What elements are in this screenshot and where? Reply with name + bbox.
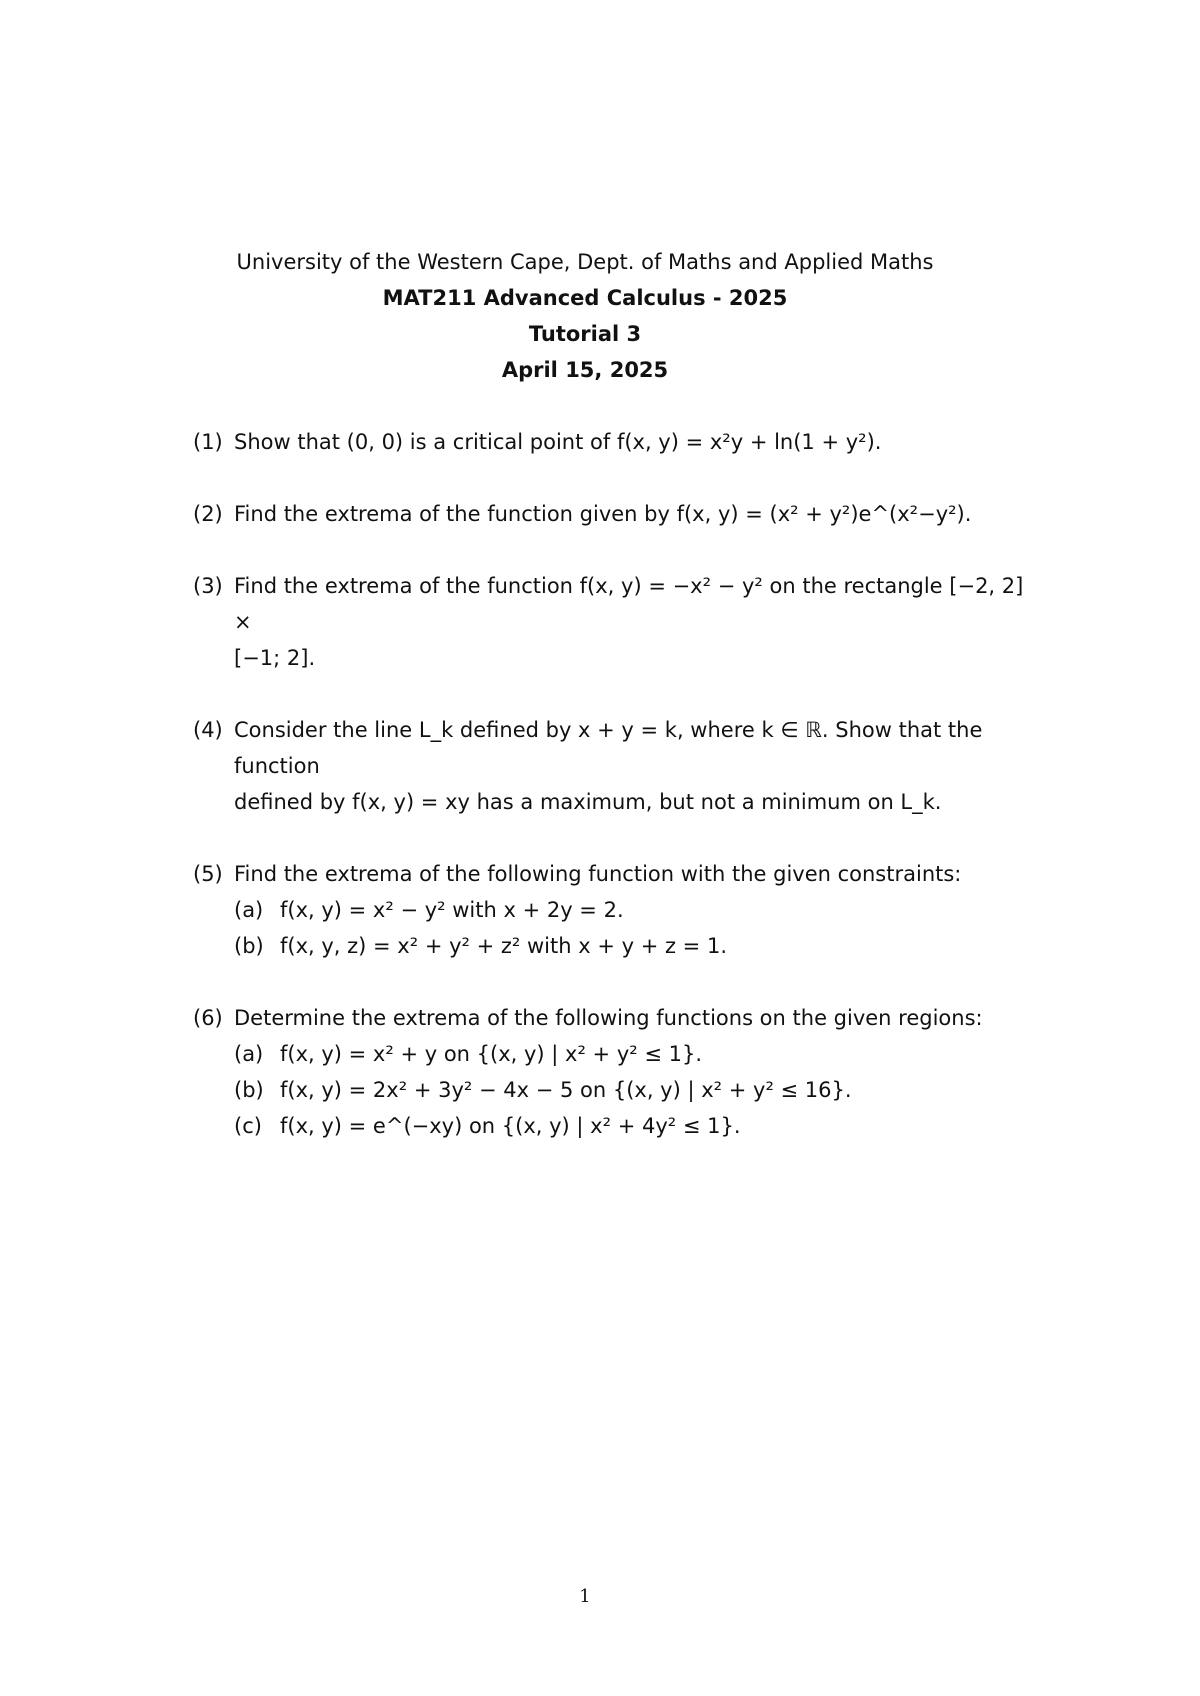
part-text: f(x, y) = 2x² + 3y² − 4x − 5 on {(x, y) | x² + y² ≤ 16}.	[280, 1078, 852, 1102]
part-label: (b)	[234, 1078, 264, 1102]
page-number: 1	[579, 1586, 591, 1607]
part-text: f(x, y) = x² + y on {(x, y) | x² + y² ≤ 1}.	[280, 1042, 703, 1066]
problem-part	[234, 928, 1033, 964]
problem-number: (6)	[193, 1006, 223, 1030]
problem-1	[193, 424, 1033, 460]
problem-text: Find the extrema of the function f(x, y) = −x² − y² on the rectangle [−2, 2] ×	[234, 574, 1024, 634]
problem-number: (5)	[193, 862, 223, 886]
problem-6	[193, 1000, 1033, 1144]
problem-text: Determine the extrema of the following functions on the given regions:	[234, 1006, 983, 1030]
problem-text: Find the extrema of the following function with the given constraints:	[234, 862, 962, 886]
problem-part	[234, 1036, 1033, 1072]
part-text: f(x, y, z) = x² + y² + z² with x + y + z = 1.	[280, 934, 727, 958]
document-header	[0, 244, 1170, 388]
problem-part	[234, 892, 1033, 928]
part-label: (c)	[234, 1114, 262, 1138]
part-label: (a)	[234, 898, 264, 922]
problem-text-continued: defined by f(x, y) = xy has a maximum, but not a minimum on L_k.	[234, 790, 942, 814]
problem-3	[193, 568, 1033, 676]
problem-number: (3)	[193, 574, 223, 598]
part-label: (b)	[234, 934, 264, 958]
problem-number: (4)	[193, 718, 223, 742]
problem-part	[234, 1108, 1033, 1144]
problem-4	[193, 712, 1033, 820]
problem-text: Find the extrema of the function given by f(x, y) = (x² + y²)e^(x²−y²).	[234, 502, 972, 526]
part-label: (a)	[234, 1042, 264, 1066]
part-text: f(x, y) = x² − y² with x + 2y = 2.	[280, 898, 624, 922]
course-title: MAT211 Advanced Calculus - 2025	[382, 286, 788, 310]
part-text: f(x, y) = e^(−xy) on {(x, y) | x² + 4y² ≤ 1}.	[280, 1114, 741, 1138]
problem-text: Show that (0, 0) is a critical point of f(x, y) = x²y + ln(1 + y²).	[234, 430, 882, 454]
problem-part	[234, 1072, 1033, 1108]
problem-5	[193, 856, 1033, 964]
problem-text-continued: [−1; 2].	[234, 646, 316, 670]
tutorial-title: Tutorial 3	[528, 322, 642, 346]
problem-text: Consider the line L_k defined by x + y = k, where k ∈ ℝ. Show that the function	[234, 718, 983, 778]
institution-line: University of the Western Cape, Dept. of Maths and Applied Maths	[236, 250, 934, 274]
problem-2	[193, 496, 1033, 532]
problem-number: (1)	[193, 430, 223, 454]
problem-list	[193, 424, 1033, 1180]
problem-number: (2)	[193, 502, 223, 526]
tutorial-date: April 15, 2025	[501, 358, 669, 382]
